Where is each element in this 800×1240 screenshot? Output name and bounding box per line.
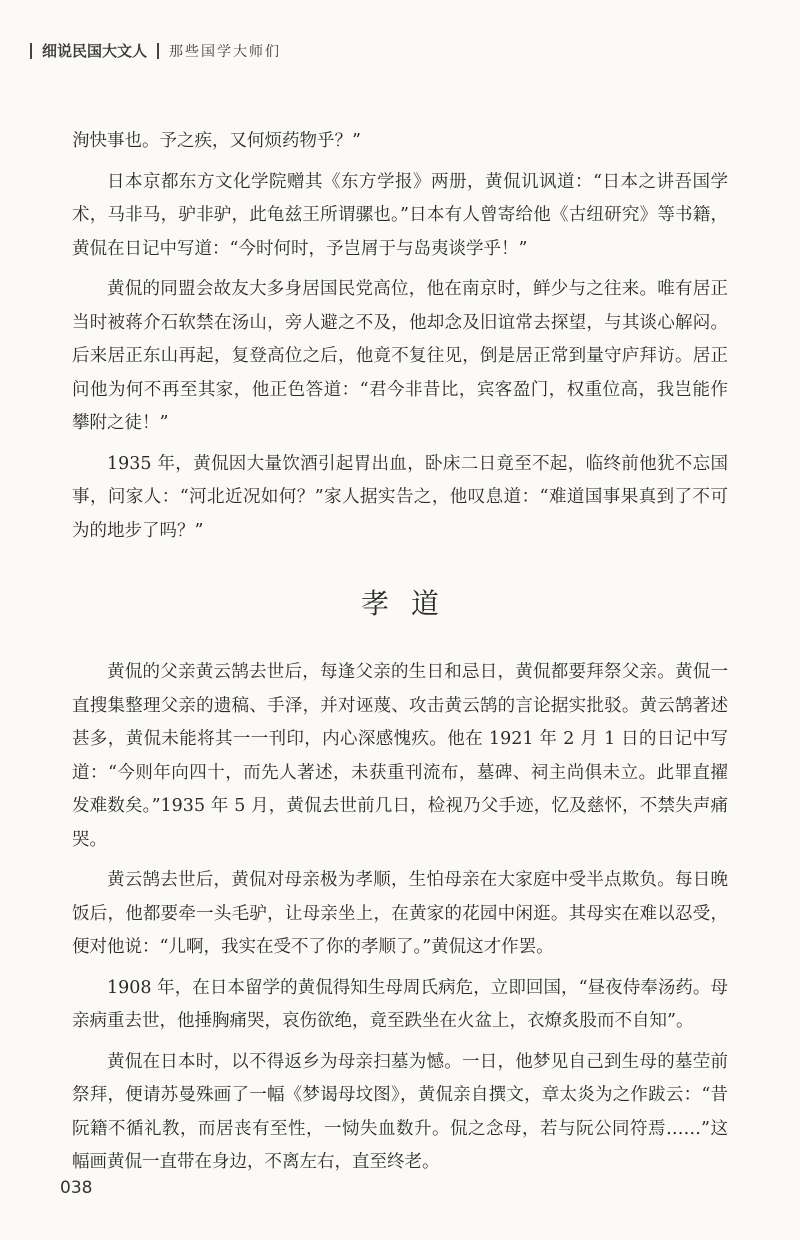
book-title: 细说民国大文人	[42, 42, 148, 60]
section-title: 孝道	[360, 587, 461, 620]
paragraph: 黄侃的父亲黄云鹄去世后，每逢父亲的生日和忌日，黄侃都要拜祭父亲。黄侃一直搜集整理父亲的遗稿、手泽，并对诬蔑、攻击黄云鹄的言论据实批驳。黄云鹄著述甚多，黄侃未能将其一一刊印，内心深感愧疚。他在 1921 年 2 月 1 日的日记中写道：“今则年向四十，而先人著述，未获重刊流布，墓碑、祠主尚俱未立。此罪直擢发难数矣。”1935 年 5 月，黄侃去世前几日，检视乃父手迹，忆及慈怀，不禁失声痛哭。	[72, 662, 728, 850]
paragraph: 黄侃的同盟会故友大多身居国民党高位，他在南京时，鲜少与之往来。唯有居正当时被蒋介石软禁在汤山，旁人避之不及，他却念及旧谊常去探望，与其谈心解闷。后来居正东山再起，复登高位之后，他竟不复往见，倒是居正常到量守庐拜访。居正问他为何不再至其家，他正色答道：“君今非昔比，宾客盈门，权重位高，我岂能作攀附之徒！”	[72, 279, 728, 433]
page-number: 038	[60, 1178, 93, 1198]
paragraph: 黄侃在日本时，以不得返乡为母亲扫墓为憾。一日，他梦见自己到生母的墓茔前祭拜，便请苏曼殊画了一幅《梦谒母坟图》，黄侃亲自撰文，章太炎为之作跋云：“昔阮籍不循礼教，而居丧有至性，一恸失血数升。侃之念母，若与阮公同符焉……”这幅画黄侃一直带在身边，不离左右，直至终老。	[72, 1051, 728, 1172]
paragraph: 1908 年，在日本留学的黄侃得知生母周氏病危，立即回国，“昼夜侍奉汤药。母亲病重去世，他捶胸痛哭，哀伤欲绝，竟至跌坐在火盆上，衣燎炙股而不自知”。	[72, 977, 728, 1031]
running-header	[30, 40, 281, 61]
header-divider	[157, 43, 159, 59]
page-body	[72, 125, 728, 1187]
series-title: 那些国学大师们	[169, 43, 282, 60]
header-divider	[30, 43, 32, 59]
paragraph: 1935 年，黄侃因大量饮酒引起胃出血，卧床二日竟至不起，临终前他犹不忘国事，问家人：“河北近况如何？”家人据实告之，他叹息道：“难道国事果真到了不可为的地步了吗？”	[72, 453, 728, 541]
paragraph: 日本京都东方文化学院赠其《东方学报》两册，黄侃讥讽道：“日本之讲吾国学术，马非马，驴非驴，此龟兹王所谓骡也。”日本有人曾寄给他《古纽研究》等书籍，黄侃在日记中写道：“今时何时，予岂屑于与岛夷谈学乎！”	[72, 171, 728, 259]
paragraph: 黄云鹄去世后，黄侃对母亲极为孝顺，生怕母亲在大家庭中受半点欺负。每日晚饭后，他都要牵一头毛驴，让母亲坐上，在黄家的花园中闲逛。其母实在难以忍受，便对他说：“儿啊，我实在受不了你的孝顺了。”黄侃这才作罢。	[72, 870, 728, 957]
paragraph: 洵快事也。予之疾，又何烦药物乎？”	[72, 131, 361, 151]
